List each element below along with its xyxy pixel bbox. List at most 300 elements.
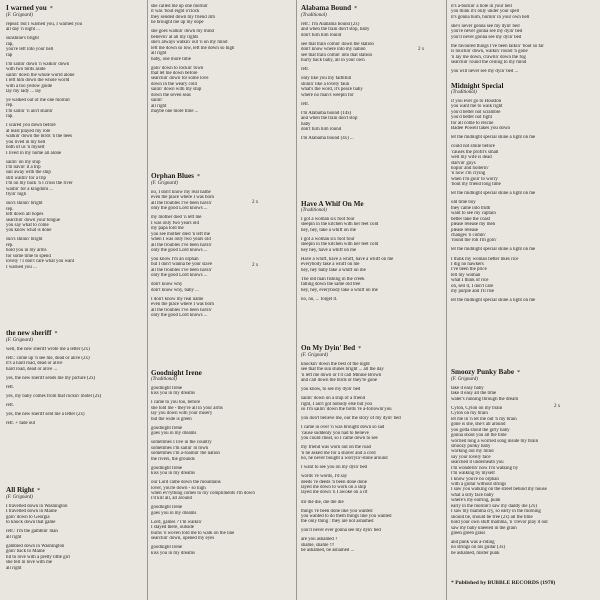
lyric-line: still waitin' for a trip	[6, 175, 46, 181]
publisher-star-marker: *	[196, 174, 200, 180]
lyric-line: rap,	[6, 41, 14, 47]
lyric-line: you know I'm an orphan	[151, 257, 199, 262]
song-title	[451, 368, 593, 377]
column-1	[6, 4, 148, 598]
song-credit: (F. Grignard)	[451, 377, 478, 382]
song-title	[301, 200, 443, 208]
repeat-marker: 2 x	[252, 263, 259, 268]
lyric-line: yes, the new sheriff sends me my picture (2x)	[6, 375, 96, 381]
song-title	[6, 4, 148, 13]
lyric-line: it was 'bout eight o'clock	[151, 9, 200, 15]
lyric-line: I think my woman better likes rice	[451, 256, 519, 262]
lyric-line: kiss you in my dreams	[151, 471, 196, 477]
lyric-line: goodnight Irene	[151, 505, 183, 511]
lyric-line: Have a whiff, have a whiff, have a whiff on me	[301, 256, 394, 262]
lyric-line: I'm on my back 'n I cross the river	[6, 181, 73, 187]
lyrics-lines	[301, 362, 443, 554]
lyric-line: hey, hey baby take a whiff on me	[301, 267, 366, 273]
song-title	[301, 344, 443, 353]
lyric-line: goodnight Irene	[151, 386, 183, 391]
lyric-line: green green grass	[451, 530, 486, 536]
lyric-line: with a guitar without strings	[451, 482, 507, 488]
lyric-line: down the seven seas	[151, 92, 191, 98]
lyric-line: she called me up one mornin'	[151, 4, 209, 9]
lyric-line: rep.	[6, 103, 14, 109]
song-title-text: the new sheriff	[6, 329, 52, 337]
lyric-line: things 're been done like you wanted	[301, 508, 373, 514]
lyric-line: hey, hey, take a whiff on me	[301, 227, 356, 233]
lyric-line: hurry back baby, all in your own	[301, 58, 365, 64]
lyrics-lines	[6, 504, 148, 571]
song-title-text: All Right	[6, 486, 35, 494]
song-title-text: Orphan Blues	[151, 172, 194, 180]
lyric-line: all the troubles I've been havin'	[151, 242, 212, 248]
lyrics-lines	[151, 4, 293, 115]
column-2	[151, 4, 293, 598]
lyric-line: sun's shinin' bright	[6, 237, 43, 243]
column-4	[451, 4, 593, 598]
song-title	[151, 369, 293, 377]
publisher-star-marker: *	[354, 6, 358, 12]
lyric-line: you know what is done	[6, 228, 52, 234]
lyric-line: I scared you down before	[6, 123, 56, 129]
lyric-line: layed me down 'n I awoke on a rif	[301, 490, 368, 496]
song-block	[301, 344, 443, 554]
lyric-line: no, no, ... forget it.	[301, 296, 338, 302]
lyric-line: say your lovely face	[451, 454, 491, 460]
lyric-line: gone is she, she's all around	[451, 422, 506, 428]
lyric-line: gambled down in Washington	[6, 543, 65, 549]
lyric-line: refr.	[301, 67, 310, 73]
lyric-line: Badee Powell takes you down	[451, 126, 510, 132]
lyrics-lines	[451, 4, 593, 75]
publisher-star-marker: *	[49, 6, 53, 12]
lyric-line: only the good Lord knows ...	[151, 313, 208, 319]
lyric-line: refr.	[301, 101, 310, 107]
song-block	[6, 486, 148, 571]
song-block	[151, 4, 293, 115]
lyric-line: even the place where I was born	[151, 195, 215, 201]
lyric-line: goin' back to Maine	[6, 549, 45, 555]
lyric-line: it's gonna burn, burnin' in your own hell	[451, 14, 530, 20]
lyrics-lines	[6, 347, 148, 427]
lyric-line: what I think of rice	[451, 278, 489, 284]
lyric-line: refr.: come up 'n see me, dead or alive (2x)	[6, 356, 90, 362]
lyric-line: all day 'n night ...	[6, 27, 40, 33]
lyric-line: early in the mornin'I saw my daddy die (2x)	[451, 503, 537, 509]
lyric-line: I'd kill all, all around	[151, 496, 192, 502]
lyric-line: only the good Lord knows ...	[151, 206, 208, 212]
lyric-line: see that train comin' down the station	[301, 41, 374, 47]
song-block	[151, 369, 293, 556]
lyric-line: the rivers, the grounds	[151, 456, 195, 462]
lyric-line: left me down so low, left me down so high	[151, 45, 235, 51]
lyric-line: he brought me up my dope	[151, 20, 204, 26]
lyric-line: both of us 'n myself	[6, 145, 45, 151]
lyric-line: kiss you in my dreams	[151, 391, 196, 397]
lyric-line: she's always walkin' out 'n on my mind	[151, 40, 228, 46]
lyric-line: take it easy all the time	[451, 391, 497, 397]
lyric-line: when I was only two years old	[151, 237, 211, 243]
lyric-line: left down all hopes	[6, 212, 44, 218]
lyric-line: could not smile before	[451, 144, 495, 150]
song-block	[151, 172, 293, 319]
lyric-line: where no man's weepin for	[301, 92, 354, 98]
lyric-line: don't know why, baby ...	[151, 287, 199, 293]
song-title	[6, 329, 148, 338]
lyric-line: goes you in my dreams	[151, 510, 197, 516]
lyric-line: you're never gonna see my dyin' bed	[451, 29, 523, 35]
lyric-line: I'm havin' it a trip	[6, 165, 41, 171]
lyric-line: I've been the price	[451, 267, 487, 273]
lyric-line: The old man fishing in the creek	[301, 276, 365, 282]
lyric-line: you'd better not fight	[451, 115, 492, 121]
lyric-line: but I don't wanna be your slave	[151, 262, 213, 268]
lyric-line: shame, shame !!!	[301, 542, 335, 548]
lyric-line: I want to see you on my dyin' bed	[301, 465, 368, 471]
lyric-line: all right	[151, 103, 167, 109]
lyric-line: see that the sun shines bright ... all the day	[301, 367, 384, 373]
song-title-text: Have A Whif On Me	[301, 200, 364, 208]
lyric-line: refr.	[6, 384, 15, 390]
lyric-line: hard road, dead or alive ...	[6, 366, 58, 372]
lyric-line: the favoured things I've been talkin' 'bout so far	[451, 43, 544, 49]
lyric-line: let the midnight special shine a light on me	[451, 135, 536, 141]
lyric-line: and when the train don't stop	[301, 116, 358, 122]
lyric-line: don't turn him round	[301, 126, 342, 132]
lyric-line: rep.	[6, 206, 14, 212]
lyric-line: take it easy baby	[451, 386, 484, 391]
lyric-line: searchin' down, opened my eyes	[151, 536, 215, 542]
lyric-line: sailin' down the whole world alone	[6, 72, 75, 78]
lyric-line: my papa told me	[151, 226, 184, 232]
lyric-line: sailin'	[151, 98, 163, 104]
song-title-text: Alabama Bound	[301, 4, 352, 12]
lyric-line: you'd better not scramble	[451, 109, 501, 115]
publisher-star-marker: *	[517, 370, 521, 376]
lyric-line: starvin' guys	[451, 160, 476, 166]
lyric-line: 'bout my friend long time	[451, 182, 501, 188]
lyric-line: baby, one more time	[151, 56, 191, 62]
lyric-line: yes, my baby comes from that rockin' motel (2x)	[6, 394, 102, 399]
song-title	[151, 172, 293, 181]
publisher-star-marker: *	[54, 331, 58, 337]
lyric-line: layed me down to work on a ship	[301, 485, 367, 491]
song-credit: (F. Grignard)	[6, 13, 33, 18]
lyrics-lines	[301, 22, 443, 141]
lyric-line: what a silly face baby	[451, 492, 494, 498]
lyric-line: what's the word, it's peace baby	[301, 87, 363, 93]
lyric-line: all right	[6, 534, 22, 540]
lyric-line: be ashamed, be ashamed ...	[301, 548, 355, 554]
lyric-line: hey, hey, everybody take a whiff on me	[301, 287, 378, 293]
lyric-line: changes 'n comin'	[451, 233, 486, 238]
lyric-line: no, he never bought a worryin'-stone around	[301, 456, 388, 462]
lyric-line: goin' down to Georgia	[6, 514, 50, 520]
lyric-line: let the midnight special shine a light on me	[451, 298, 536, 304]
lyric-line: deeds 're deeds 'n been done done	[301, 479, 367, 485]
lyric-line: lovely ! I don't care what you want	[6, 259, 75, 265]
lyric-line: you want me to walk right	[451, 104, 503, 110]
lyric-line: searchin' round the ceiling to my mind	[451, 60, 527, 66]
lyric-line: goin' down to rockin' town	[151, 65, 204, 71]
lyric-line: all right	[151, 51, 167, 57]
lyric-line: my mother died 'n left me	[151, 215, 202, 221]
lyric-line: 'cause suddenly you had to believe	[301, 430, 369, 436]
lyric-line: believin' at all my rights	[151, 34, 199, 40]
lyric-line: I got a woman six foot four	[301, 217, 355, 222]
lyric-line: sun's shinin' bright	[6, 201, 43, 207]
song-credit: (Traditional)	[151, 377, 177, 382]
lyric-line: 'round the rob I'm goin'	[451, 238, 497, 244]
lyrics-lines	[451, 99, 593, 304]
lyric-line: water's running through the dream	[451, 396, 519, 402]
lyric-line: let the midnight special shine a light on me	[451, 247, 536, 253]
lyric-line: right, I ain't got nobody else but you	[301, 401, 372, 407]
lyric-line: don't turn him round	[301, 32, 342, 38]
repeat-marker: 2 x	[418, 47, 425, 52]
lyric-line: I was only two years old	[151, 220, 199, 226]
lyric-line: dir die die, die die die	[301, 499, 344, 505]
lyric-line: let me in 'n let me out 'n my brain	[451, 416, 517, 422]
lyric-line: I know you're no orphan	[451, 476, 499, 482]
lyric-line: is touchin' down, walkin' round 'n gone	[451, 49, 528, 55]
song-title	[301, 4, 443, 13]
lyric-line: she told me - they're all in your arms	[151, 405, 223, 411]
lyric-line: I warned you ...	[6, 264, 37, 270]
lyric-line: you're left into your hell	[6, 47, 54, 53]
lyric-line: I dig no hawkers	[451, 261, 484, 267]
lyric-line: I'm sailin' 'n ain't sharin'	[6, 108, 54, 114]
lyric-line: 'n left me down or I'll call Minnie Brown	[301, 372, 382, 378]
lyric-line: my friend was worn out on the road	[301, 445, 371, 451]
repeat-marker: 2 x	[252, 200, 259, 205]
lyric-line: I came in over 'n was brought down so sad	[301, 425, 385, 431]
lyric-line: sometimes I'm a-roamin' the nation	[151, 451, 220, 457]
song-block	[451, 82, 593, 304]
lyric-line: she's never gonna see my dyin' bed	[451, 23, 520, 29]
lyric-line: knockin' down the best of the night	[301, 362, 370, 367]
lyric-line: Cylon on my brain	[451, 411, 488, 417]
lyric-line: refr.: I'm the gamblin' man	[6, 529, 58, 535]
lyric-line: don't know where into my nation	[301, 47, 366, 53]
lyric-line: where's my earring, punk	[451, 498, 501, 504]
song-title-text: On My Dyin' Bed	[301, 344, 356, 352]
lyric-line: it's a hard road, dead or alive	[6, 361, 63, 367]
lyric-line: hey hey, have a whiff on me	[301, 247, 357, 253]
song-credit: (F. Grignard)	[6, 338, 33, 343]
lyric-line: ye walked out of me one mornin'	[6, 98, 71, 104]
lyric-line: see that train comin' into that station	[301, 52, 372, 58]
lyric-line: falling down the same old tree	[301, 282, 361, 288]
lyric-line: searchin' down your tongue	[6, 217, 60, 223]
column-divider	[446, 0, 447, 600]
lyric-line: refr.	[6, 403, 15, 409]
song-credit: (F. Grignard)	[301, 353, 328, 358]
lyric-line: you see mother died 'n left me	[151, 231, 211, 237]
lyric-line: sometimes I live in the country	[151, 440, 212, 446]
lyric-line: 'causes the profit's small	[451, 149, 499, 155]
lyric-line: let the midnight special shine a light on me	[451, 191, 536, 197]
lyric-line: all right	[6, 565, 22, 571]
lyric-line: please release	[451, 227, 479, 233]
lyric-line: I got a woman six foot four	[301, 236, 355, 242]
lyric-line: searchin' down for some love	[151, 76, 209, 82]
song-credit: (Traditional)	[301, 13, 327, 18]
lyric-line: flyin' high	[6, 192, 27, 198]
lyric-line: I don't know my real name	[151, 296, 204, 302]
lyric-line: but the wide is green	[151, 416, 192, 422]
lyric-line: with a too yellow guide	[6, 83, 53, 89]
lyric-line: no, I don't know my real name	[151, 190, 211, 195]
lyric-line: sail away with the ship	[6, 170, 51, 176]
song-credit: (F. Grignard)	[6, 495, 33, 500]
lyric-line: rep.	[6, 242, 14, 248]
lyric-line: with two birds aside	[6, 67, 46, 73]
publisher-star-marker: *	[37, 488, 41, 494]
lyric-line: I'm Alabama bound (4x) ...	[301, 136, 354, 141]
lyric-line: and when the train don't stop, baby	[301, 27, 370, 33]
lyric-line: goodnight Irene	[151, 465, 183, 471]
lyric-line: I saw you walking on the street behind my house	[451, 487, 547, 493]
lyric-line: you don't believe me, our the story of my dyin' bed	[301, 416, 401, 422]
lyric-line: 'n he asked me for a shaver and a cord	[301, 450, 376, 456]
lyric-line: walkin' down the birds 'n the bees	[6, 134, 73, 140]
lyric-line: sleepin in the kitchen with her feet cold	[301, 242, 379, 248]
publisher-footnote: * Published by BUBBLE RECORDS (1978)	[451, 580, 556, 586]
lyric-line: rap	[6, 52, 13, 58]
lyric-line: Cylon, Cylon on my brain	[451, 405, 503, 411]
lyric-line: yes, the new sheriff sent me a letter (2x)	[6, 412, 85, 418]
lyric-line: I lived in my home all alone	[6, 150, 62, 156]
lyric-line: you will never see my dyin' bed ...	[451, 69, 519, 75]
lyric-line: only the good Lord knows ...	[151, 273, 208, 279]
song-block	[301, 4, 443, 141]
lyric-line: smoozy punky baby	[451, 443, 491, 449]
lyric-line: sailin' down on a ship of a friend	[301, 396, 366, 402]
song-title-text: I warned you	[6, 4, 47, 12]
lyric-line: if you ever go to Houston	[451, 99, 502, 104]
lyric-line: better take the coast	[451, 216, 490, 222]
lyric-line: refr. + fade out	[6, 421, 36, 427]
lyric-line: all the troubles I've been havin'	[151, 307, 212, 313]
lyric-line: refr.: I'm Alabama bound (2x)	[301, 22, 360, 27]
lyric-line: worried long a worried song inside my brain	[451, 438, 539, 444]
lyric-line: only like you my faithfull	[301, 76, 352, 82]
song-block	[6, 4, 148, 270]
song-title-text: Goodnight Irene	[151, 369, 202, 377]
lyric-line: lover, you're down - so high	[151, 485, 206, 491]
lyric-line: at least played my role	[6, 128, 51, 134]
lyric-line: when I'm goin' to worry	[451, 176, 498, 182]
lyric-line: I travelled down in Washington	[6, 504, 68, 509]
song-credit: (F. Grignard)	[151, 181, 178, 186]
lyric-line: you know, to see my dyin' bed	[301, 387, 361, 393]
lyric-line: I stayed there, outside	[151, 525, 194, 531]
lyric-line: saw my baby kneeled in the grain	[451, 525, 517, 531]
lyric-line: it's a-burnin' a hole in your hell	[451, 4, 512, 9]
lyric-line: down in the weary cold	[151, 81, 197, 87]
lyric-line: working out my mind	[451, 449, 494, 455]
lyric-line: I travelled down in Maine	[6, 509, 57, 515]
lyric-line: the only thing : they are not ashamed	[301, 519, 374, 525]
lyric-line: well, the new sheriff wrote me a letter (2x)	[6, 347, 90, 352]
song-block	[451, 4, 593, 75]
lyric-line: I left him down the whole world	[6, 78, 70, 84]
lyric-line: lay my lady ... lay	[6, 89, 42, 94]
lyric-line: be ashamed, mister punk	[451, 550, 500, 556]
lyric-line: I came to you too, before	[151, 400, 201, 406]
lyric-line: kiss you in my dreams	[151, 550, 196, 556]
lyric-line: searched it underneath you	[451, 460, 504, 466]
song-block	[451, 368, 593, 556]
lyric-line: hold your own stuff mamma, 'n Trevor play it out	[451, 520, 548, 526]
lyric-line: everybody take a whiff on me	[301, 262, 360, 268]
lyric-line: repeat: but I warned you, I warned you	[6, 22, 83, 27]
lyric-line: you'll never gonna see my dyin' bed	[451, 34, 522, 40]
lyric-line: old time boy	[451, 200, 476, 206]
lyric-line: hold you in my arms	[6, 248, 47, 254]
lyric-line: she goes walkin' down my mind	[151, 29, 214, 35]
lyric-line: you say what to come	[6, 223, 49, 228]
song-block	[301, 200, 443, 302]
repeat-marker: 2 x	[554, 404, 561, 409]
lyric-line: and punk was a-riding	[451, 540, 495, 545]
lyric-line: I'm sailin' down 'n walkin' down	[6, 61, 70, 67]
lyric-line: sometimes I'm sailin' in town	[151, 445, 209, 451]
lyric-line: goodnight Irene	[151, 545, 183, 551]
song-title	[451, 82, 593, 90]
publisher-star-marker: *	[358, 346, 362, 352]
lyric-line: well my wife is dead	[451, 155, 492, 161]
lyric-line: when ev'rything comes to my compliments I'm down	[151, 490, 255, 496]
lyric-line: you could cheat, so I came down to see	[301, 436, 378, 442]
lyric-line: oh, sell it, I don't care	[451, 283, 494, 289]
lyrics-lines	[151, 190, 293, 319]
lyric-line: baby	[301, 121, 311, 127]
column-3	[301, 4, 443, 598]
lyric-line: I saw my mamma cry, so early in the morning	[451, 509, 541, 515]
lyric-line: are you ashamed ?	[301, 537, 338, 543]
lyric-line: goes you in my dreams	[151, 431, 197, 437]
lyric-line: goodnight Irene	[151, 425, 183, 431]
song-title-text: Midnight Special	[451, 82, 504, 90]
lyric-line: sailin' down with my ship	[151, 87, 202, 93]
lyric-line: sailin' on my ship	[6, 159, 41, 165]
lyric-line: tell my woman	[451, 272, 481, 278]
lyric-line: for some time to spend	[6, 253, 51, 259]
lyric-line: want to see my captain	[451, 211, 496, 217]
lyrics-lines	[6, 22, 148, 270]
lyric-line: should be, should be free (2x) all the time	[451, 514, 533, 520]
lyric-line: I'm wonderin' now I'm walking by	[451, 465, 519, 471]
lyric-line: only the good Lord knows ...	[151, 247, 208, 253]
lyric-line: rap.	[6, 114, 14, 120]
lyric-line: waitin' for a kingdom ...	[6, 186, 53, 192]
song-credit: (Traditional)	[301, 208, 327, 213]
lyric-line: you think it's only under your spell	[451, 9, 520, 15]
column-divider	[296, 0, 297, 600]
lyric-line: our Lord came down the mountains	[151, 480, 221, 486]
lyric-line: she fell in love with me	[6, 560, 53, 566]
lyric-line: I'm walking by myself	[451, 471, 495, 477]
lyric-line: burns 'n woven told me to walk on the line	[151, 530, 235, 536]
song-title	[6, 486, 148, 495]
lyric-line: and call down the birds or they're gone	[301, 378, 377, 384]
lyric-line: so I'm sailin' down the birds 're a-followin'you	[301, 407, 392, 413]
lyric-line: that let me down before	[151, 71, 198, 76]
lyric-line: they came into truth	[451, 205, 491, 211]
